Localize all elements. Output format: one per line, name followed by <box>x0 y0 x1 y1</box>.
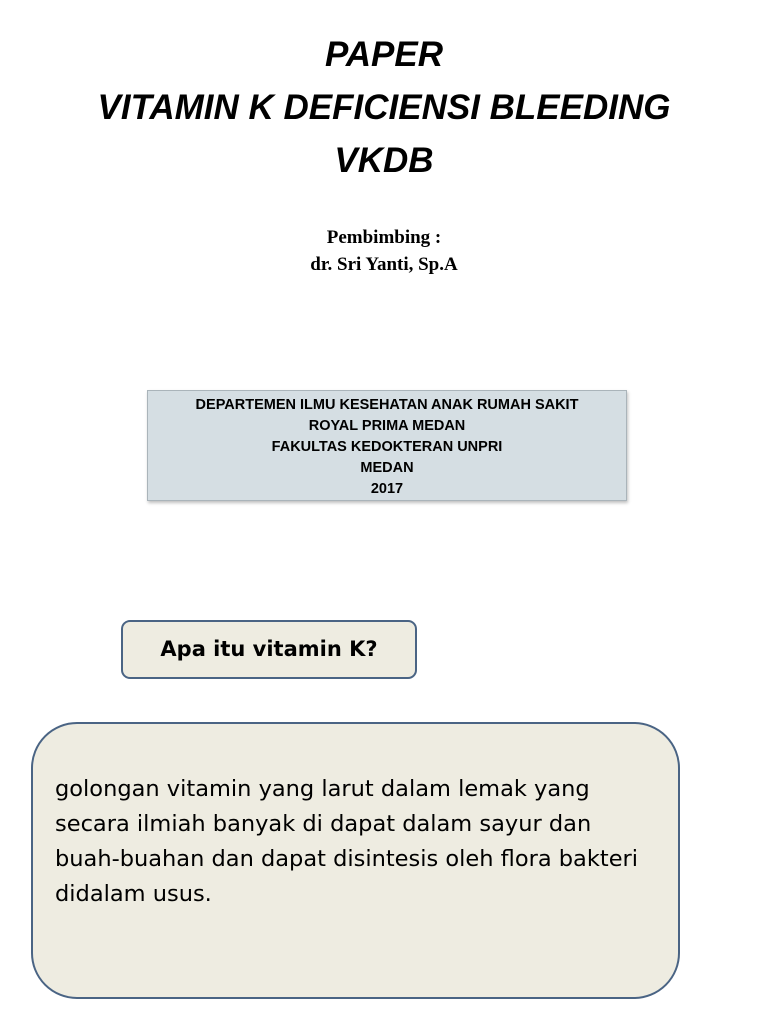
question-callout: Apa itu vitamin K? <box>121 620 417 679</box>
supervisor-block <box>0 224 768 278</box>
answer-text: golongan vitamin yang larut dalam lemak yang secara ilmiah banyak di dapat dalam sayur dan buah-buahan dan dapat disintesis oleh flora bakteri didalam usus. <box>55 776 639 907</box>
institution-line-faculty: FAKULTAS KEDOKTERAN UNPRI <box>271 439 503 455</box>
institution-line-hospital: ROYAL PRIMA MEDAN <box>308 418 466 434</box>
institution-box <box>147 390 627 501</box>
institution-line-department: DEPARTEMEN ILMU KESEHATAN ANAK RUMAH SAKIT <box>195 397 579 413</box>
answer-callout <box>31 722 680 999</box>
title-line-paper: PAPER <box>325 35 443 74</box>
supervisor-label: Pembimbing : <box>326 227 442 248</box>
title-line-topic: VITAMIN K DEFICIENSI BLEEDING <box>97 88 671 127</box>
supervisor-name: dr. Sri Yanti, Sp.A <box>310 254 458 275</box>
institution-line-year: 2017 <box>370 481 404 497</box>
institution-line-city: MEDAN <box>360 460 414 476</box>
title-line-abbreviation: VKDB <box>334 141 434 180</box>
document-title <box>0 28 768 187</box>
